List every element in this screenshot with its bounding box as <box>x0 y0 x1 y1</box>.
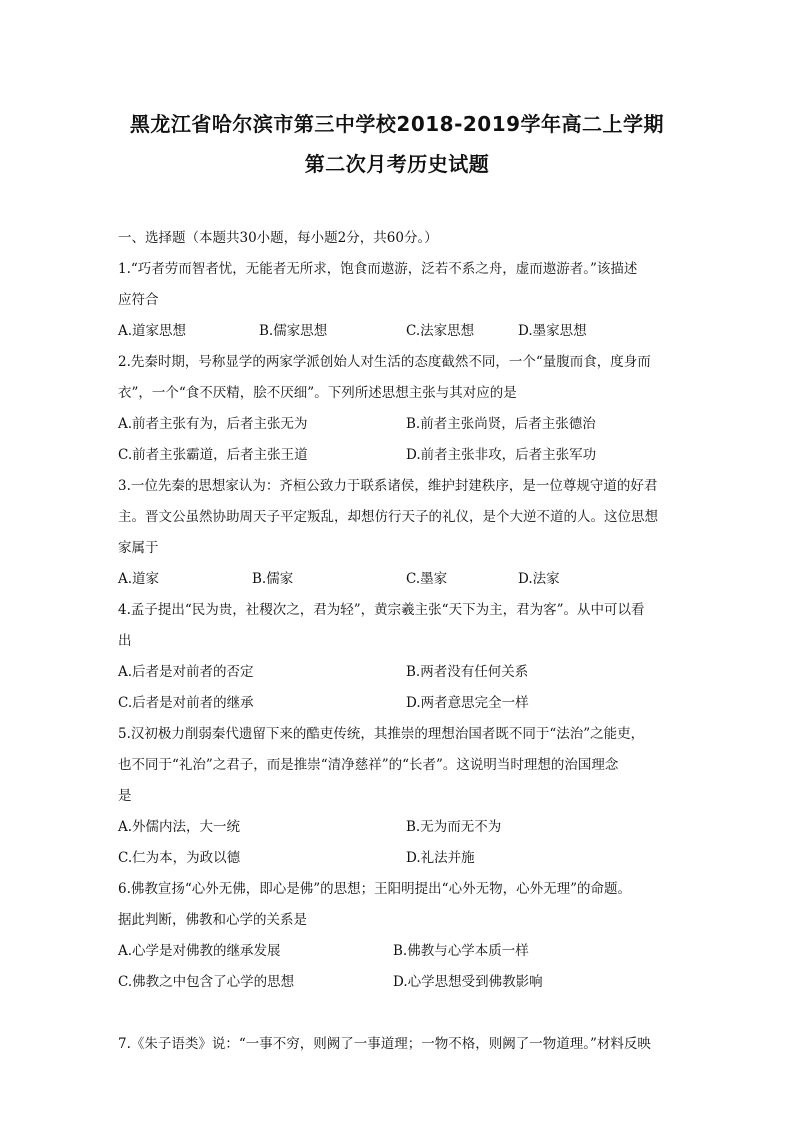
question-text: 应符合 <box>118 292 159 308</box>
option-d: D.前者主张非攻，后者主张军功 <box>406 447 597 463</box>
question-text: 出 <box>118 633 132 649</box>
section-heading: 一、选择题（本题共30小题，每小题2分，共60分。） <box>118 230 438 246</box>
option-d: D.礼法并施 <box>406 850 475 866</box>
option-c: C.墨家 <box>406 571 448 587</box>
option-b: B.佛教与心学本质一样 <box>393 943 529 959</box>
option-a: A.后者是对前者的否定 <box>118 664 254 680</box>
option-a: A.前者主张有为，后者主张无为 <box>118 416 308 432</box>
option-b: B.无为而无不为 <box>406 819 502 835</box>
option-c: C.后者是对前者的继承 <box>118 695 254 711</box>
question-text: 是 <box>118 788 132 804</box>
question-text: 2.先秦时期，号称显学的两家学派创始人对生活的态度截然不同，一个“量腹而食，度身而 <box>118 354 651 370</box>
option-a: A.外儒内法，大一统 <box>118 819 241 835</box>
question-text: 5.汉初极力削弱秦代遗留下来的酷吏传统，其推崇的理想治国者既不同于“法治”之能吏， <box>118 726 645 742</box>
option-c: C.前者主张霸道，后者主张王道 <box>118 447 308 463</box>
option-b: B.儒家思想 <box>259 323 328 339</box>
page-title: 黑龙江省哈尔滨市第三中学校2018-2019学年高二上学期 <box>129 112 665 136</box>
question-text: 7.《朱子语类》说：“一事不穷，则阙了一事道理；一物不格，则阙了一物道理。”材料反映 <box>118 1036 651 1052</box>
question-text: 家属于 <box>118 540 159 556</box>
option-d: D.墨家思想 <box>518 323 587 339</box>
option-a: A.心学是对佛教的继承发展 <box>118 943 281 959</box>
question-text: 1.“巧者劳而智者忧，无能者无所求，饱食而遨游，泛若不系之舟，虚而遨游者。”该描述 <box>118 261 638 277</box>
option-c: C.佛教之中包含了心学的思想 <box>118 974 295 990</box>
question-text: 据此判断，佛教和心学的关系是 <box>118 912 307 928</box>
question-text: 也不同于“礼治”之君子，而是推崇“清净慈祥”的“长者”。这说明当时理想的治国理念 <box>118 757 619 773</box>
option-b: B.两者没有任何关系 <box>406 664 529 680</box>
question-text: 6.佛教宣扬“心外无佛，即心是佛”的思想；王阳明提出“心外无物，心外无理”的命题。 <box>118 881 631 897</box>
option-a: A.道家 <box>118 571 160 587</box>
option-a: A.道家思想 <box>118 323 187 339</box>
option-d: D.两者意思完全一样 <box>406 695 529 711</box>
question-text: 衣”，一个“食不厌精，脍不厌细”。下列所述思想主张与其对应的是 <box>118 385 517 401</box>
option-d: D.法家 <box>518 571 560 587</box>
option-b: B.前者主张尚贤，后者主张德治 <box>406 416 596 432</box>
option-b: B.儒家 <box>252 571 294 587</box>
question-text: 4.孟子提出“民为贵，社稷次之，君为轻”，黄宗羲主张“天下为主，君为客”。从中可以看 <box>118 602 645 618</box>
page-subtitle: 第二次月考历史试题 <box>304 152 490 176</box>
option-c: C.法家思想 <box>406 323 475 339</box>
option-c: C.仁为本，为政以德 <box>118 850 241 866</box>
question-text: 3.一位先秦的思想家认为：齐桓公致力于联系诸侯，维护封建秩序，是一位尊规守道的好君 <box>118 478 658 494</box>
option-d: D.心学思想受到佛教影响 <box>393 974 543 990</box>
question-text: 主。晋文公虽然协助周天子平定叛乱，却想仿行天子的礼仪，是个大逆不道的人。这位思想 <box>118 509 658 525</box>
